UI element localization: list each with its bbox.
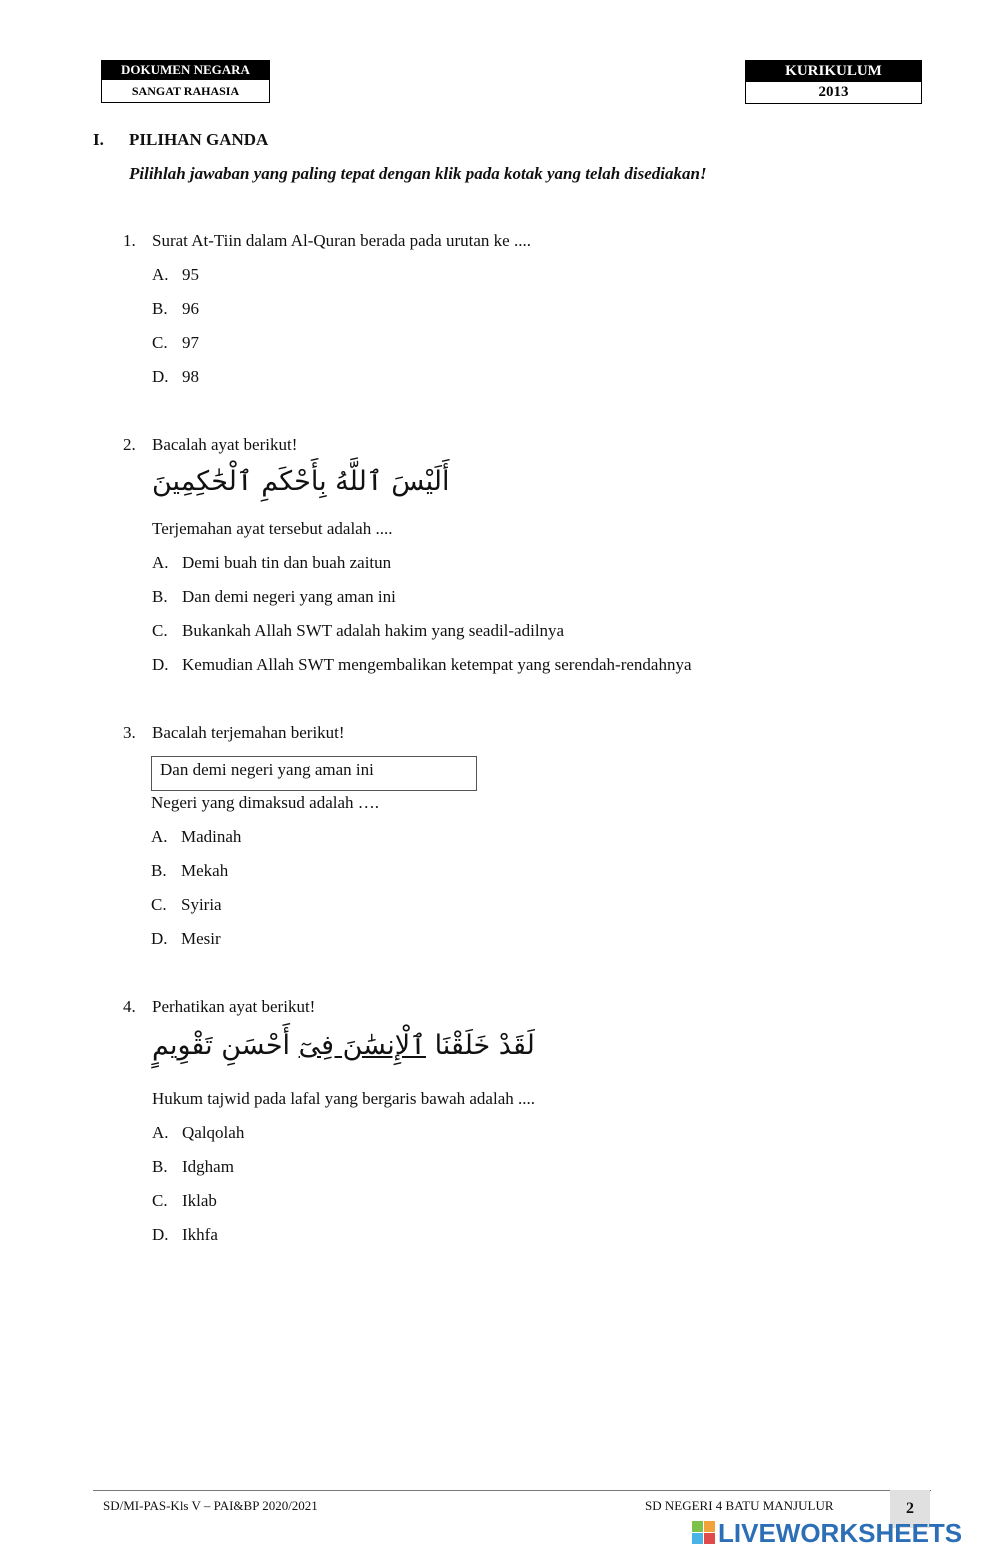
sangat-rahasia-label: SANGAT RAHASIA [102, 79, 269, 102]
q4-arabic-underlined: ٱلْإِنسَٰنَ فِىٓ [298, 1030, 426, 1061]
section-title: PILIHAN GANDA [129, 130, 269, 149]
q2-option-b-text[interactable]: Dan demi negeri yang aman ini [182, 587, 396, 606]
footer-left-text: SD/MI-PAS-Kls V – PAI&BP 2020/2021 [103, 1498, 318, 1513]
dokumen-negara-box [101, 60, 270, 103]
footer-school-name: SD NEGERI 4 BATU MANJULUR [645, 1498, 834, 1513]
liveworksheets-logo[interactable] [692, 1518, 962, 1549]
q2-option-c-text[interactable]: Bukankah Allah SWT adalah hakim yang seadil-adilnya [182, 621, 565, 640]
q3-option-b-letter[interactable]: B. [151, 861, 167, 880]
q3-option-a-letter[interactable]: A. [151, 827, 168, 846]
question-4-prompt: Hukum tajwid pada lafal yang bergaris bawah adalah .... [152, 1089, 535, 1108]
question-3-quote-text: Dan demi negeri yang aman ini [160, 760, 374, 779]
q4-option-d-text[interactable]: Ikhfa [182, 1225, 218, 1244]
instruction-text: Pilihlah jawaban yang paling tepat dengan klik pada kotak yang telah disediakan! [129, 164, 707, 183]
question-3-prompt: Negeri yang dimaksud adalah …. [151, 793, 380, 812]
q3-option-d-letter[interactable]: D. [151, 929, 168, 948]
q1-option-b-letter[interactable]: B. [152, 299, 168, 318]
question-2-text: Bacalah ayat berikut! [152, 435, 298, 454]
q1-option-a-text[interactable]: 95 [182, 265, 199, 284]
section-number: I. [93, 130, 104, 149]
q1-option-d-text[interactable]: 98 [182, 367, 199, 386]
q4-option-a-letter[interactable]: A. [152, 1123, 169, 1142]
q1-option-d-letter[interactable]: D. [152, 367, 169, 386]
q3-option-a-text[interactable]: Madinah [181, 827, 242, 846]
q4-arabic-part2: أَحْسَنِ تَقْوِيمٍ [152, 1030, 299, 1061]
q1-option-c-letter[interactable]: C. [152, 333, 168, 352]
kurikulum-label: KURIKULUM [746, 61, 921, 81]
q1-option-b-text[interactable]: 96 [182, 299, 199, 318]
q2-option-a-text[interactable]: Demi buah tin dan buah zaitun [182, 553, 392, 572]
q2-option-a-letter[interactable]: A. [152, 553, 169, 572]
q4-option-c-text[interactable]: Iklab [182, 1191, 217, 1210]
liveworksheets-logo-text: LIVEWORKSHEETS [718, 1518, 963, 1548]
q1-option-a-letter[interactable]: A. [152, 265, 169, 284]
q4-option-b-text[interactable]: Idgham [182, 1157, 234, 1176]
question-3-quote-box [151, 756, 477, 791]
page-number: 2 [890, 1490, 930, 1528]
kurikulum-year: 2013 [746, 81, 921, 103]
question-3-text: Bacalah terjemahan berikut! [152, 723, 345, 742]
q3-option-d-text[interactable]: Mesir [181, 929, 221, 948]
q4-arabic-part1: لَقَدْ خَلَقْنَا [425, 1030, 535, 1061]
q4-option-a-text[interactable]: Qalqolah [182, 1123, 245, 1142]
question-2-arabic-verse: أَلَيْسَ ٱللَّهُ بِأَحْكَمِ ٱلْحَٰكِمِينَ [152, 466, 450, 497]
q4-option-b-letter[interactable]: B. [152, 1157, 168, 1176]
q4-option-d-letter[interactable]: D. [152, 1225, 169, 1244]
question-4-text: Perhatikan ayat berikut! [152, 997, 316, 1016]
q3-option-c-text[interactable]: Syiria [181, 895, 222, 914]
question-4-number: 4. [123, 997, 136, 1016]
q2-option-c-letter[interactable]: C. [152, 621, 168, 640]
q1-option-c-text[interactable]: 97 [182, 333, 199, 352]
question-1-text: Surat At-Tiin dalam Al-Quran berada pada urutan ke .... [152, 231, 531, 250]
q2-option-d-text[interactable]: Kemudian Allah SWT mengembalikan ketempat yang serendah-rendahnya [182, 655, 692, 674]
q3-option-b-text[interactable]: Mekah [181, 861, 229, 880]
question-3-number: 3. [123, 723, 136, 742]
kurikulum-box [745, 60, 922, 104]
question-4-arabic-verse [152, 1030, 535, 1061]
question-1-number: 1. [123, 231, 136, 250]
q2-option-d-letter[interactable]: D. [152, 655, 169, 674]
liveworksheets-logo-icon [692, 1521, 716, 1545]
q2-option-b-letter[interactable]: B. [152, 587, 168, 606]
q3-option-c-letter[interactable]: C. [151, 895, 167, 914]
question-2-prompt: Terjemahan ayat tersebut adalah .... [152, 519, 393, 538]
question-2-number: 2. [123, 435, 136, 454]
footer-divider [93, 1490, 931, 1491]
dokumen-negara-label: DOKUMEN NEGARA [102, 61, 269, 79]
q4-option-c-letter[interactable]: C. [152, 1191, 168, 1210]
